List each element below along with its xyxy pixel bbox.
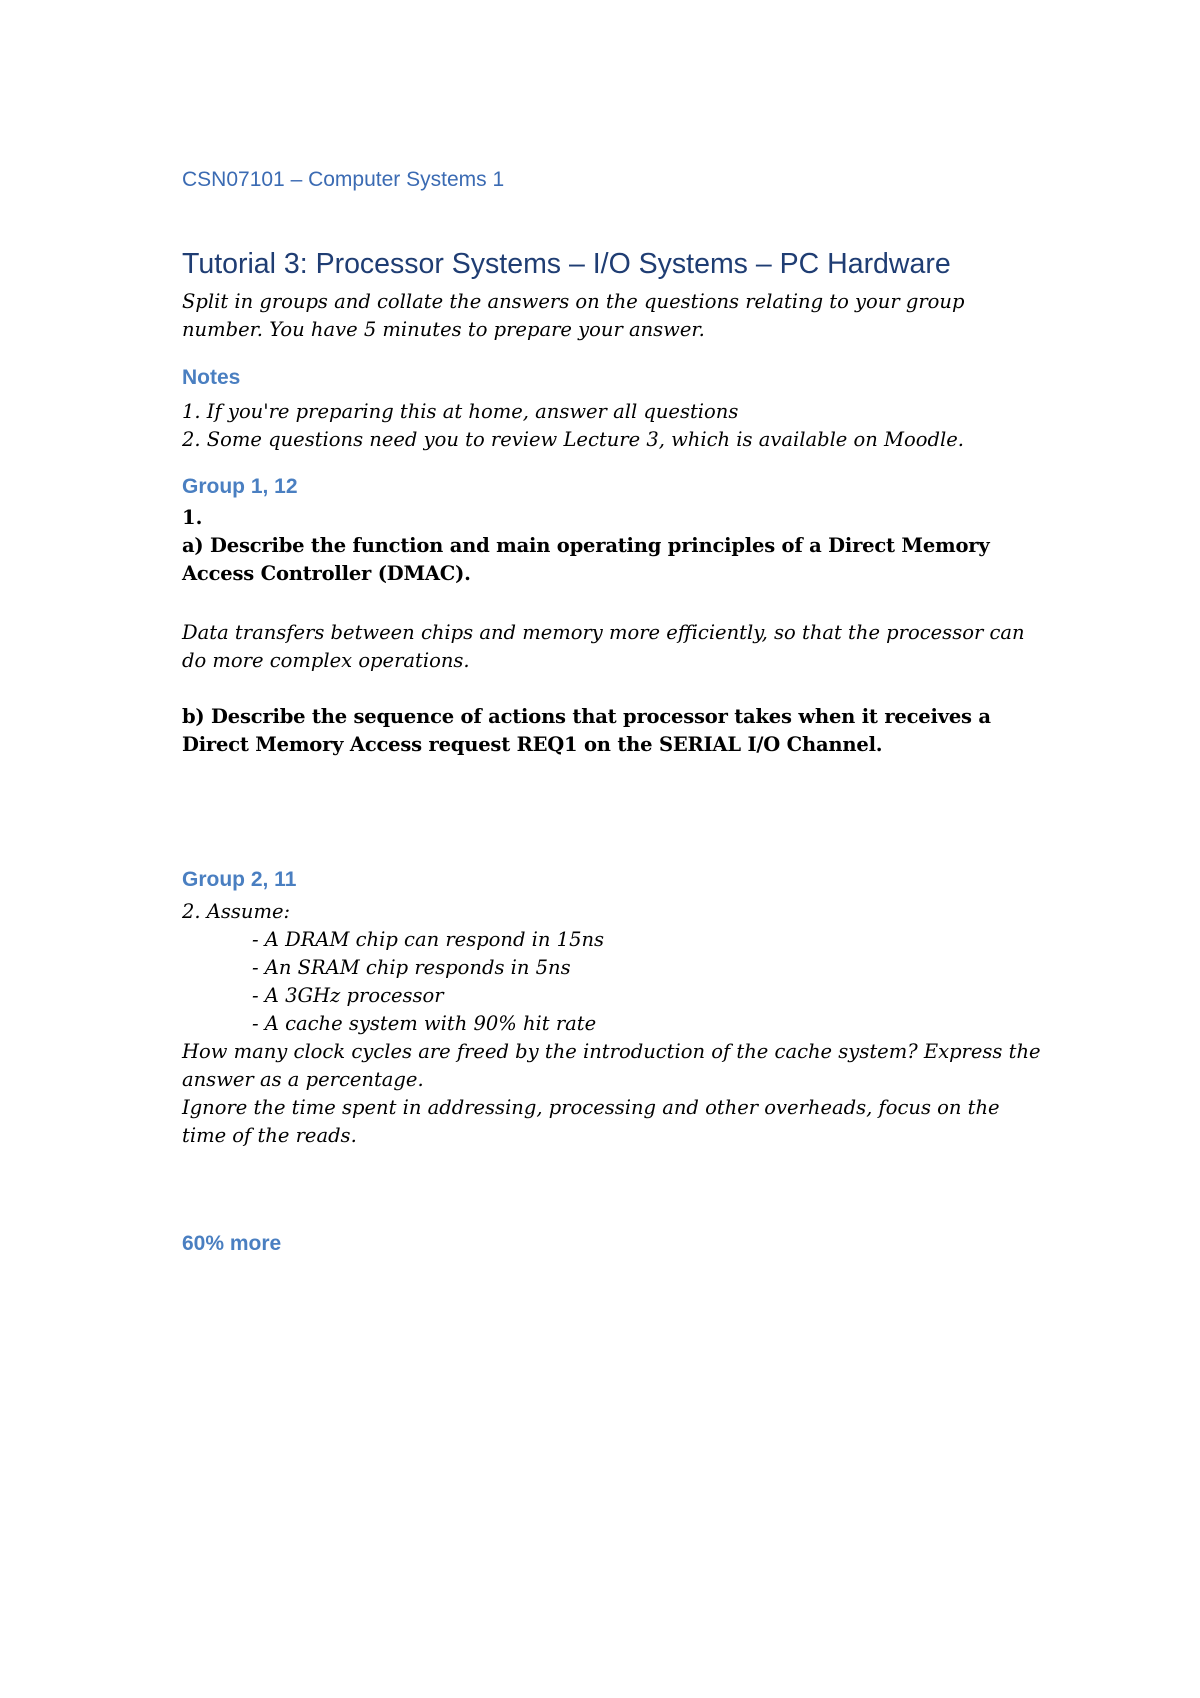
answer-2: 60% more [182, 1232, 282, 1255]
assumption-item: - A 3GHz processor [252, 984, 444, 1007]
notes-list [182, 398, 1042, 454]
course-header: CSN07101 – Computer Systems 1 [182, 168, 505, 191]
notes-heading: Notes [182, 366, 241, 389]
question-2-text: How many clock cycles are freed by the introduction of the cache system? Express the answer as a percentage. [182, 1040, 1041, 1091]
note-item: 1. If you're preparing this at home, answer all questions [182, 400, 739, 423]
question-1a: a) Describe the function and main operating principles of a Direct Memory Access Controller (DMAC). [182, 534, 990, 585]
assumption-item: - An SRAM chip responds in 5ns [252, 956, 571, 979]
tutorial-title: Tutorial 3: Processor Systems – I/O Systems – PC Hardware [182, 248, 951, 280]
assumption-item: - A DRAM chip can respond in 15ns [252, 928, 605, 951]
question-1b: b) Describe the sequence of actions that processor takes when it receives a Direct Memory Access request REQ1 on the SERIAL I/O Channel. [182, 705, 991, 756]
question-2 [182, 898, 1042, 1150]
answer-1a: Data transfers between chips and memory more efficiently, so that the processor can do more complex operations. [182, 621, 1025, 672]
group1-heading: Group 1, 12 [182, 475, 298, 498]
intro-text: Split in groups and collate the answers on the questions relating to your group number. You have 5 minutes to prepare your answer. [182, 290, 965, 341]
assume-label: 2. Assume: [182, 900, 291, 923]
group2-heading: Group 2, 11 [182, 868, 297, 891]
question-2-instruction: Ignore the time spent in addressing, processing and other overheads, focus on the time of the reads. [182, 1096, 1000, 1147]
note-item: 2. Some questions need you to review Lecture 3, which is available on Moodle. [182, 428, 964, 451]
question-1-number: 1. [182, 506, 203, 529]
assumption-item: - A cache system with 90% hit rate [252, 1012, 597, 1035]
